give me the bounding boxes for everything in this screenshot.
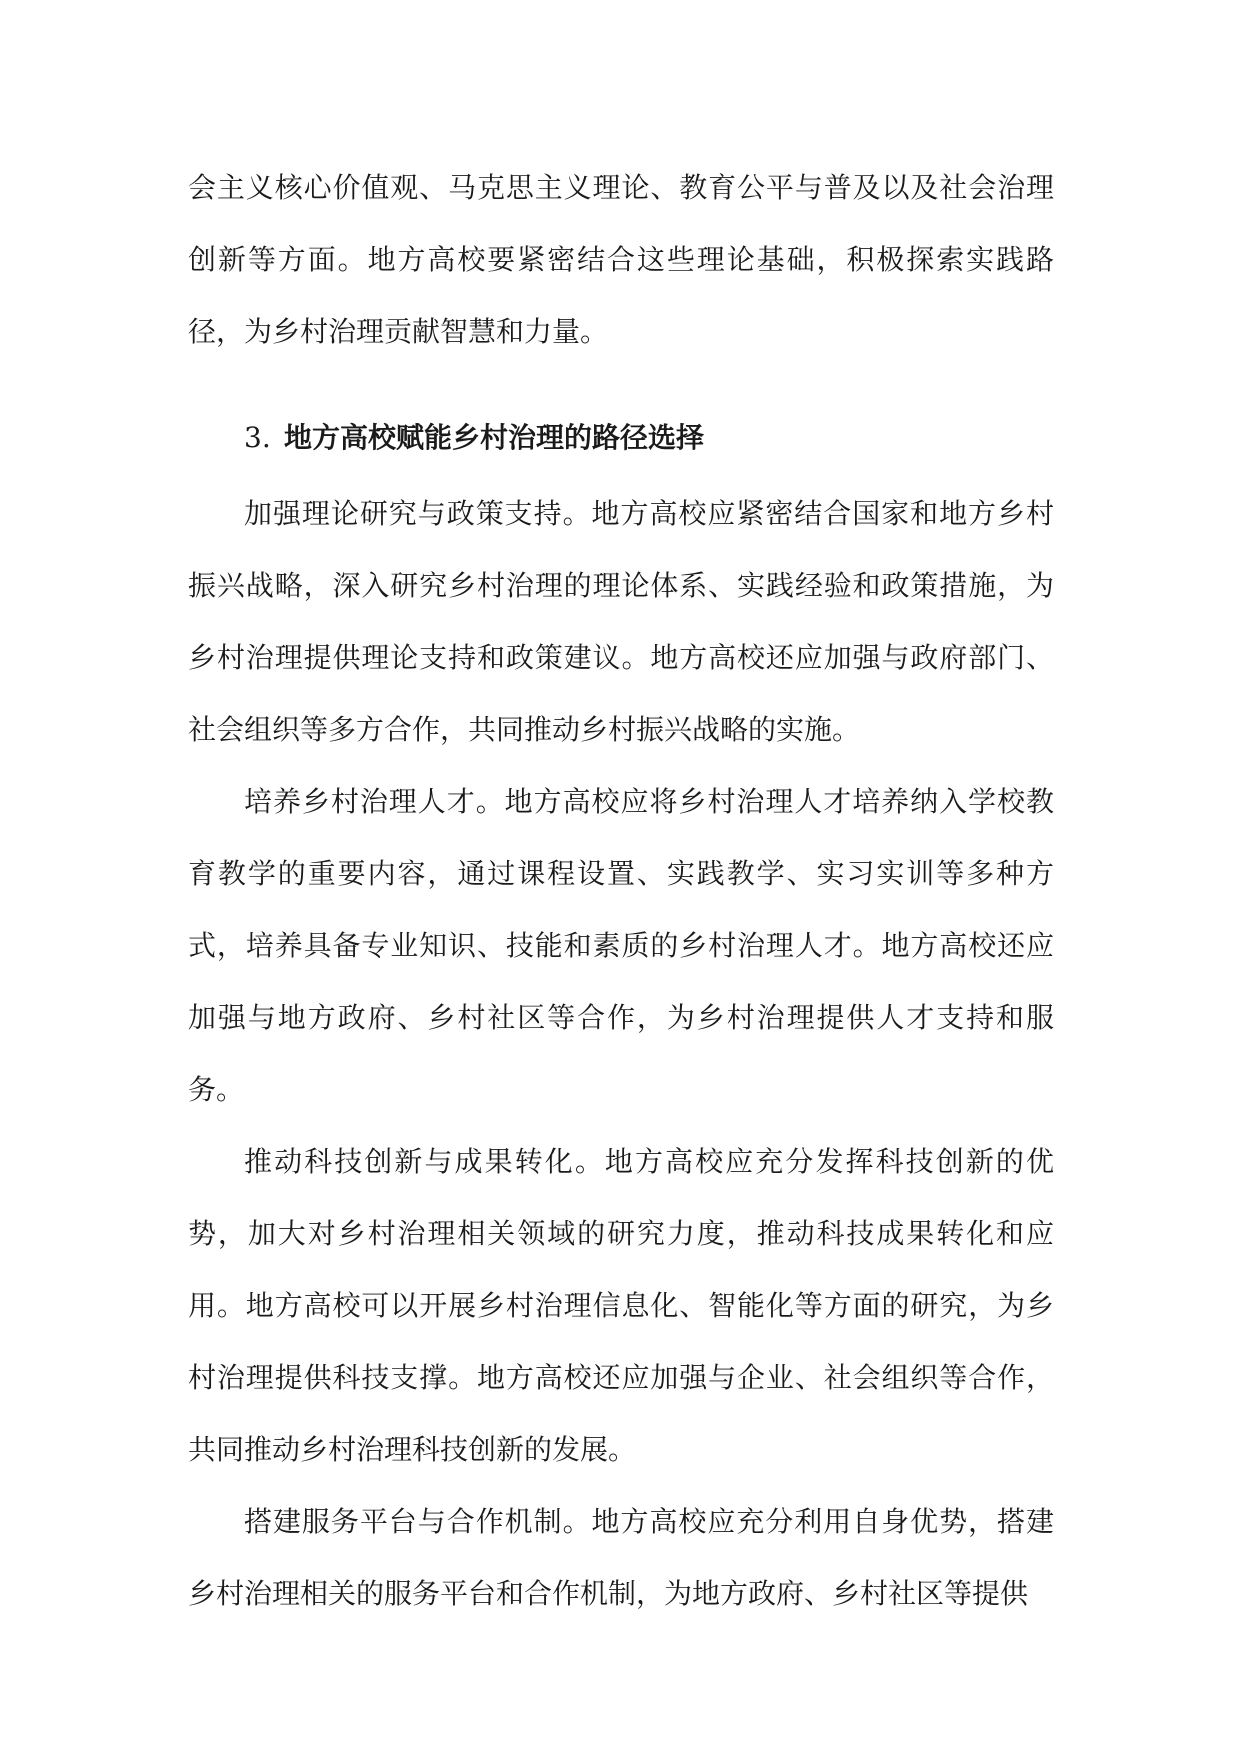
- paragraph-service-platform: 搭建服务平台与合作机制。地方高校应充分利用自身优势，搭建乡村治理相关的服务平台和合作机制，为地方政府、乡村社区等提供: [188, 1505, 1054, 1610]
- section-heading: [188, 402, 1054, 474]
- paragraph-theory-policy: 加强理论研究与政策支持。地方高校应紧密结合国家和地方乡村振兴战略，深入研究乡村治理的理论体系、实践经验和政策措施，为乡村治理提供理论支持和政策建议。地方高校还应加强与政府部门、社会组织等多方合作，共同推动乡村振兴战略的实施。: [188, 497, 1054, 746]
- continuation-paragraph: 会主义核心价值观、马克思主义理论、教育公平与普及以及社会治理创新等方面。地方高校要紧密结合这些理论基础，积极探索实践路径，为乡村治理贡献智慧和力量。: [188, 171, 1054, 348]
- section-number: 3.: [244, 421, 271, 454]
- paragraph-talent-training: 培养乡村治理人才。地方高校应将乡村治理人才培养纳入学校教育教学的重要内容，通过课程设置、实践教学、实习实训等多种方式，培养具备专业知识、技能和素质的乡村治理人才。地方高校还应加强与地方政府、乡村社区等合作，为乡村治理提供人才支持和服务。: [188, 785, 1054, 1106]
- paragraph-tech-innovation: 推动科技创新与成果转化。地方高校应充分发挥科技创新的优势，加大对乡村治理相关领域的研究力度，推动科技成果转化和应用。地方高校可以开展乡村治理信息化、智能化等方面的研究，为乡村治理提供科技支撑。地方高校还应加强与企业、社会组织等合作，共同推动乡村治理科技创新的发展。: [188, 1145, 1054, 1466]
- section-title: 地方高校赋能乡村治理的路径选择: [284, 421, 705, 454]
- document-page: [188, 152, 1054, 1630]
